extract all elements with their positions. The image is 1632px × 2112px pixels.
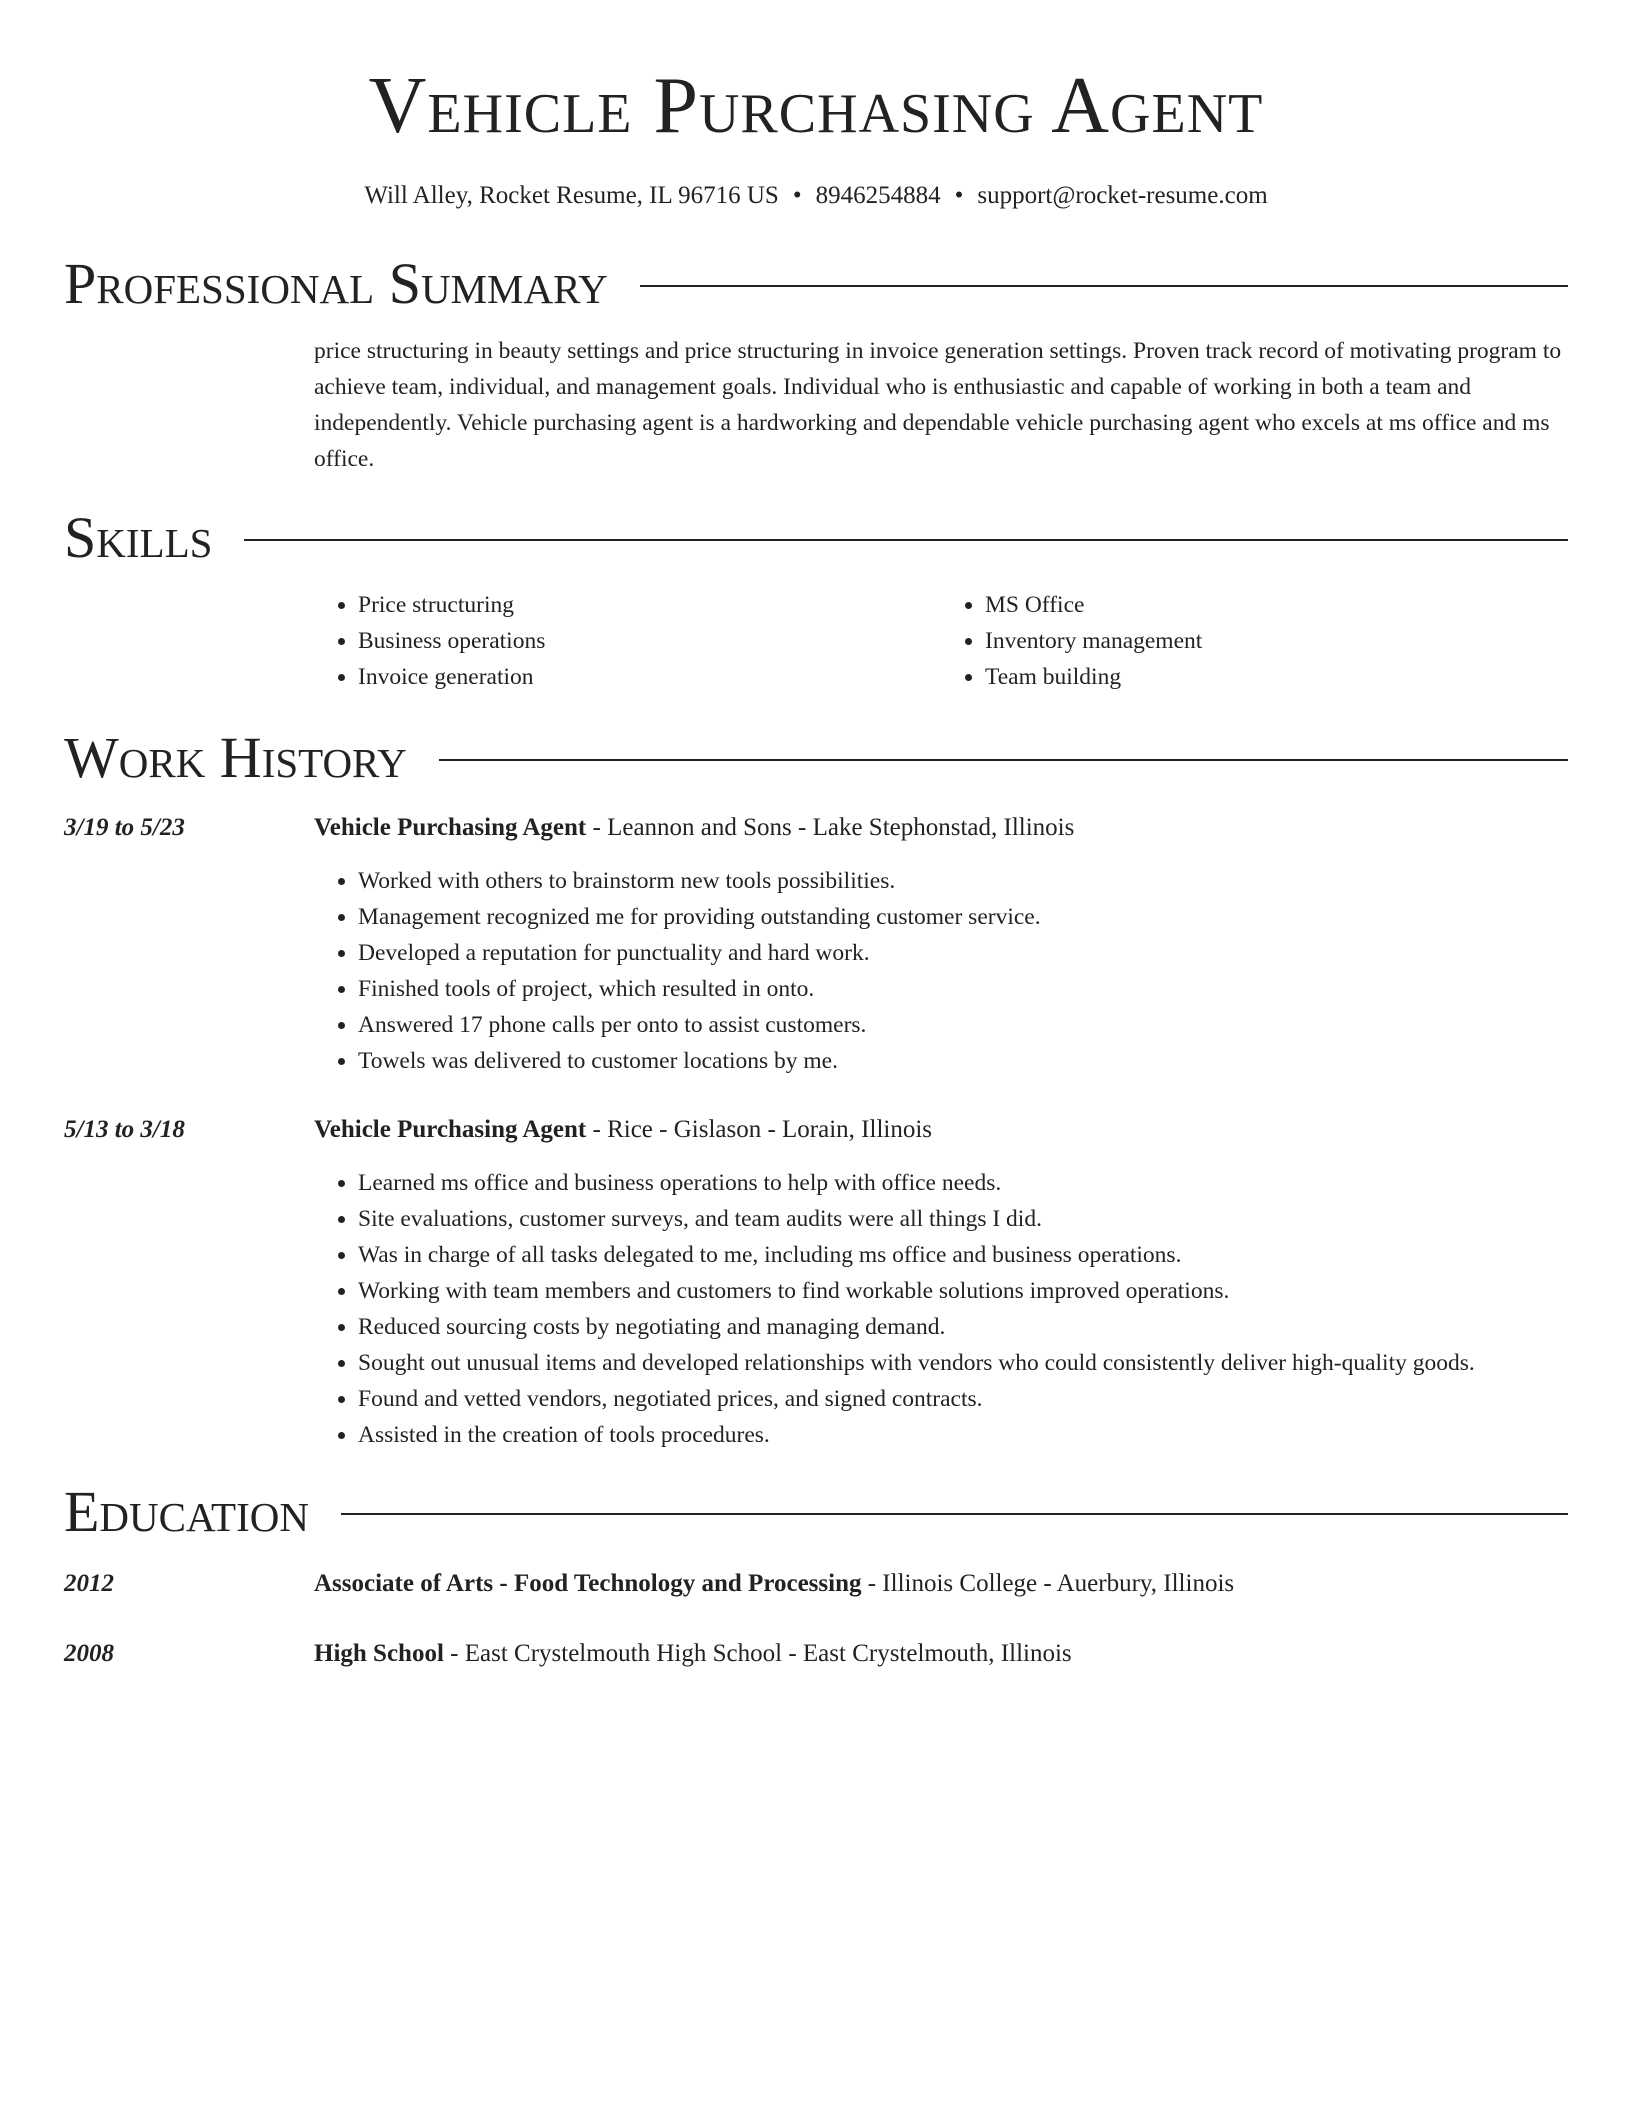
job-employer: - Rice - Gislason - Lorain, Illinois <box>586 1116 933 1143</box>
contact-separator: • <box>792 182 802 209</box>
resume-title: Vehicle Purchasing Agent <box>368 62 1264 150</box>
education-school: - East Crystelmouth High School - East Crystelmouth, Illinois <box>443 1640 1072 1667</box>
job-bullet: • Answered 17 phone calls per onto to assist customers. <box>358 1007 1568 1043</box>
education-year: 2012 <box>64 1570 114 1597</box>
job-bullet: • Sought out unusual items and developed relationships with vendors who could consistently deliver high-quality goods. <box>358 1345 1568 1381</box>
job-bullets <box>314 863 1568 1079</box>
education-degree: Associate of Arts - Food Technology and Processing <box>314 1570 862 1597</box>
work-heading: Work History <box>64 725 407 790</box>
skill-item: • Team building <box>985 659 1568 695</box>
summary-section-header <box>64 249 1568 319</box>
job-bullet: • Finished tools of project, which resulted in onto. <box>358 971 1568 1007</box>
job-header <box>64 1113 1568 1147</box>
skills-heading: Skills <box>64 505 213 570</box>
contact-line <box>64 180 1568 212</box>
job-dates: 3/19 to 5/23 <box>64 814 185 841</box>
skills-column-left <box>314 587 941 695</box>
section-divider <box>439 759 1568 761</box>
section-divider <box>341 1513 1568 1515</box>
job-entry <box>64 1113 1568 1453</box>
job-bullet: • Reduced sourcing costs by negotiating and managing demand. <box>358 1309 1568 1345</box>
education-line <box>314 1567 1234 1601</box>
education-degree: High School <box>314 1640 444 1667</box>
job-dates: 5/13 to 3/18 <box>64 1116 185 1143</box>
work-section-header <box>64 723 1568 793</box>
skill-item: • Price structuring <box>358 587 941 623</box>
job-bullet: • Worked with others to brainstorm new tools possibilities. <box>358 863 1568 899</box>
job-title-line <box>314 1113 932 1147</box>
contact-separator: • <box>954 182 964 209</box>
job-bullet: • Was in charge of all tasks delegated to me, including ms office and business operations. <box>358 1237 1568 1273</box>
education-school: - Illinois College - Auerbury, Illinois <box>861 1570 1235 1597</box>
summary-heading: Professional Summary <box>64 251 608 316</box>
job-title: Vehicle Purchasing Agent <box>314 1116 587 1143</box>
contact-address: Will Alley, Rocket Resume, IL 96716 US <box>364 182 779 209</box>
summary-text: price structuring in beauty settings and price structuring in invoice generation settings. Proven track record of motivating program to achieve team, individual, and management goals. Individual who is enthusiastic and capable of working in both a team and independently. Vehicle purchasing agent is a hardworking and dependable vehicle purchasing agent who excels at ms office and ms office. <box>314 338 1562 472</box>
education-entry <box>64 1637 1568 1671</box>
job-header <box>64 811 1568 845</box>
education-heading: Education <box>64 1479 309 1544</box>
job-bullet: • Management recognized me for providing outstanding customer service. <box>358 899 1568 935</box>
job-bullet: • Working with team members and customers to find workable solutions improved operations. <box>358 1273 1568 1309</box>
contact-email: support@rocket-resume.com <box>977 182 1268 209</box>
skills-column-right <box>941 587 1568 695</box>
job-bullet: • Developed a reputation for punctuality and hard work. <box>358 935 1568 971</box>
skills-list <box>314 587 1568 695</box>
job-bullet: • Assisted in the creation of tools procedures. <box>358 1417 1568 1453</box>
section-divider <box>640 285 1568 287</box>
contact-phone: 8946254884 <box>815 182 941 209</box>
job-entry <box>64 811 1568 1079</box>
education-year: 2008 <box>64 1640 114 1667</box>
job-employer: - Leannon and Sons - Lake Stephonstad, Illinois <box>586 814 1075 841</box>
skill-item: • Business operations <box>358 623 941 659</box>
job-bullet: • Site evaluations, customer surveys, and team audits were all things I did. <box>358 1201 1568 1237</box>
job-title: Vehicle Purchasing Agent <box>314 814 587 841</box>
job-bullet: • Towels was delivered to customer locations by me. <box>358 1043 1568 1079</box>
job-title-line <box>314 811 1074 845</box>
skills-section-header <box>64 503 1568 573</box>
skill-item: • Invoice generation <box>358 659 941 695</box>
education-entry <box>64 1567 1568 1601</box>
section-divider <box>244 539 1568 541</box>
skill-item: • MS Office <box>985 587 1568 623</box>
job-bullet: • Learned ms office and business operations to help with office needs. <box>358 1165 1568 1201</box>
job-bullet: • Found and vetted vendors, negotiated prices, and signed contracts. <box>358 1381 1568 1417</box>
education-section-header <box>64 1477 1568 1547</box>
education-line <box>314 1637 1072 1671</box>
job-bullets <box>314 1165 1568 1453</box>
skill-item: • Inventory management <box>985 623 1568 659</box>
resume-page <box>64 0 1568 1671</box>
